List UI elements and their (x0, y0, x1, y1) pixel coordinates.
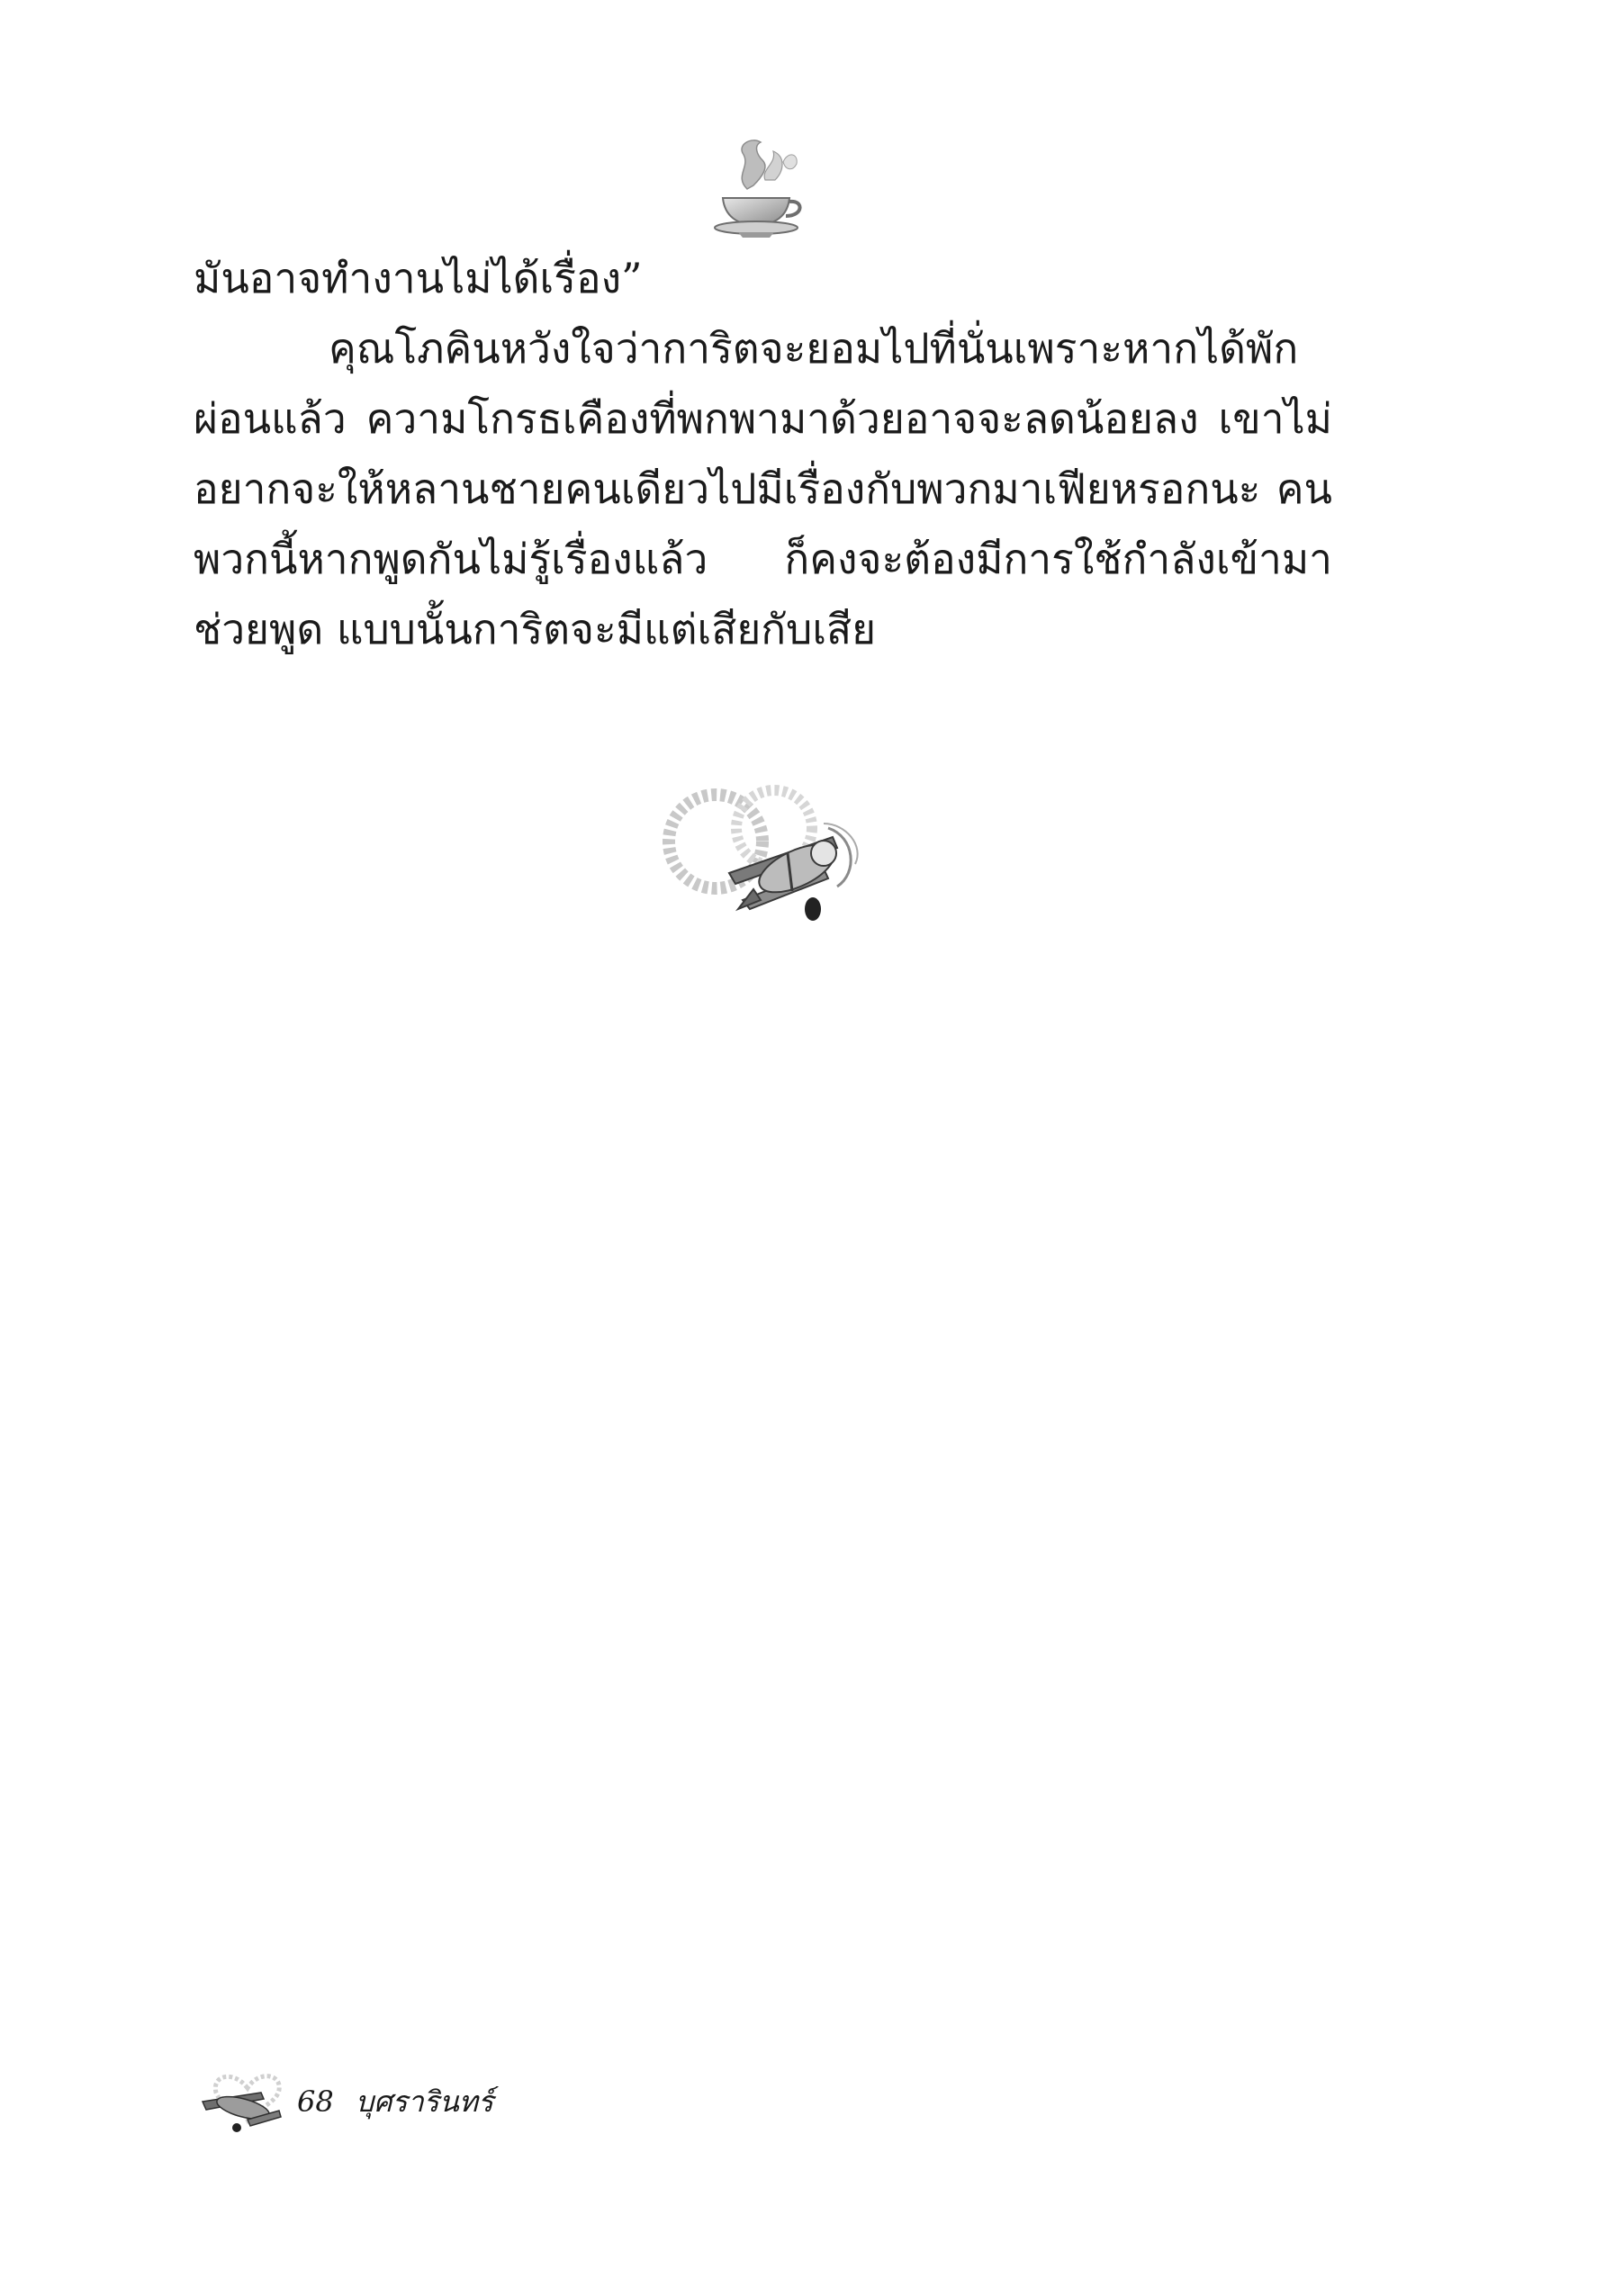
page-footer (194, 2052, 554, 2133)
author-name: บุศรารินทร์ (355, 2084, 494, 2119)
body-text (194, 243, 1332, 664)
airplane-heart-ornament-icon (653, 774, 869, 936)
paragraph: คุณโภคินหวังใจว่าการิตจะยอมไปที่นั่นเพราะหากได้พักผ่อนแล้ว ความโกรธเคืองที่พกพามาด้วยอาจจะลดน้อยลง เขาไม่อยากจะให้หลานชายคนเดียวไปมีเรื่องกับพวกมาเฟียหรอกนะ คนพวกนี้หากพูดกันไม่รู้เรื่องแล้ว ก็คงจะต้องมีการใช้กำลังเข้ามาช่วยพูด แบบนั้นการิตจะมีแต่เสียกับเสีย (194, 324, 1332, 653)
page-number: 68 (297, 2084, 334, 2119)
footer-credit (297, 2079, 493, 2125)
paragraph-continuation: มันอาจทำงานไม่ได้เรื่อง” (194, 254, 643, 302)
airplane-heart-ornament-icon (194, 2052, 302, 2133)
teacup-ornament-icon (698, 126, 815, 243)
